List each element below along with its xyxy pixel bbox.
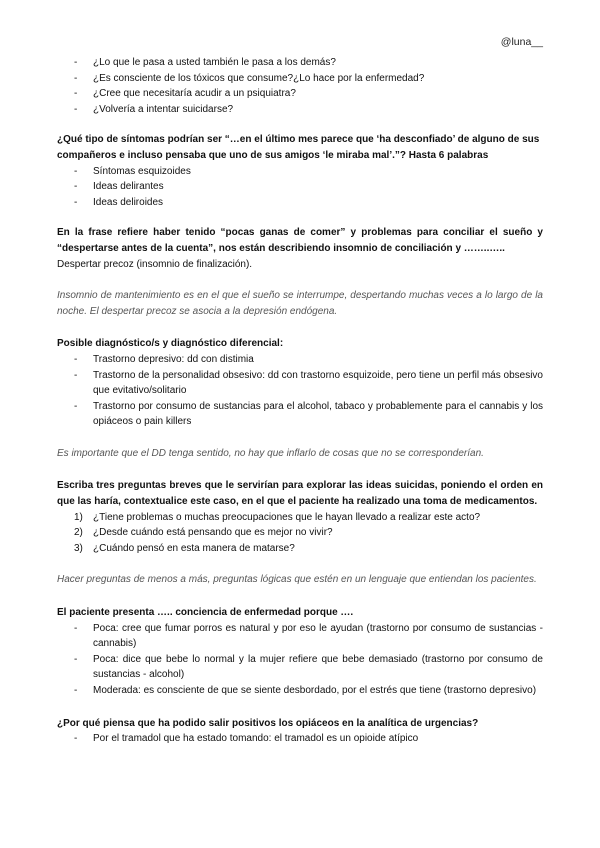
awareness-question: El paciente presenta ….. conciencia de enfermedad porque …. (57, 607, 354, 619)
list-item: - Síntomas esquizoides (57, 164, 543, 180)
item-number: 1) (74, 511, 83, 523)
diagnosis-question: Posible diagnóstico/s y diagnóstico diferencial: (57, 338, 284, 350)
opiates-list (57, 731, 543, 747)
list-item: - Poca: dice que bebe lo normal y la mujer refiere que bebe demasiado (trastorno por consumo de sustancias - alcohol) (57, 652, 543, 683)
diagnosis-note: Es importante que el DD tenga sentido, no hay que inflarlo de cosas que no se corresponderían. (57, 447, 484, 459)
item-number: 2) (74, 527, 83, 539)
suicide-questions-list (57, 510, 543, 557)
opiates-question: ¿Por qué piensa que ha podido salir positivos los opiáceos en la analítica de urgencias? (57, 717, 479, 729)
list-item: - Trastorno depresivo: dd con distimia (57, 352, 543, 368)
list-item: - ¿Lo que le pasa a usted también le pasa a los demás? (57, 55, 543, 71)
list-item: - Moderada: es consciente de que se siente desbordado, por el estrés que tiene (trastorno depresivo) (57, 683, 543, 699)
list-item: - ¿Es consciente de los tóxicos que consume?¿Lo hace por la enfermedad? (57, 71, 543, 87)
list-item: - ¿Cree que necesitaría acudir a un psiquiatra? (57, 86, 543, 102)
author-handle: @luna__ (500, 36, 543, 48)
intro-question-list (57, 55, 543, 117)
list-item (57, 541, 543, 557)
item-text: ¿Cuándo pensó en esta manera de matarse? (93, 542, 295, 554)
list-item: - Poca: cree que fumar porros es natural y por eso le ayudan (trastorno por consumo de sustancias - cannabis) (57, 621, 543, 652)
document-body (57, 55, 543, 747)
insomnia-note: Insomnio de mantenimiento es en el que el sueño se interrumpe, despertando muchas veces a lo largo de la noche. El despertar precoz se asocia a la depresión endógena. (57, 290, 543, 317)
insomnia-answer: Despertar precoz (insomnio de finalización). (57, 258, 253, 270)
list-item: - Trastorno por consumo de sustancias para el alcohol, tabaco y probablemente para el cannabis y los opiáceos o pain killers (57, 399, 543, 430)
list-item: - Trastorno de la personalidad obsesivo: dd con trastorno esquizoide, pero tiene un perfil más obsesivo que evitativo/solitario (57, 368, 543, 399)
item-text: ¿Desde cuándo está pensando que es mejor no vivir? (93, 527, 333, 539)
questions-note: Hacer preguntas de menos a más, preguntas lógicas que estén en un lenguaje que entiendan los pacientes. (57, 574, 537, 586)
suicide-questions-prompt: Escriba tres preguntas breves que le servirían para explorar las ideas suicidas, poniendo el orden en que las haría, contextualice este caso, en el que el paciente ha realizado una toma de medicamentos. (57, 480, 543, 508)
item-number: 3) (74, 542, 83, 554)
symptoms-question: ¿Qué tipo de síntomas podrían ser “…en el último mes parece que ‘ha desconfiado’ de alguno de sus compañeros e incluso pensaba que uno de sus amigos ‘le miraba mal’.”? Hasta 6 palabras (57, 134, 540, 161)
symptoms-list (57, 164, 543, 211)
list-item (57, 510, 543, 526)
insomnia-question: En la frase refiere haber tenido “pocas ganas de comer” y problemas para conciliar el sueño y “despertarse antes de la cuenta”, nos están describiendo insomnio de conciliación y ……..….. (57, 227, 543, 254)
list-item: - ¿Volvería a intentar suicidarse? (57, 102, 543, 118)
awareness-list (57, 621, 543, 699)
list-item: - Ideas deliroides (57, 195, 543, 211)
list-item: - Ideas delirantes (57, 179, 543, 195)
diagnosis-list (57, 352, 543, 430)
list-item: - Por el tramadol que ha estado tomando: el tramadol es un opioide atípico (57, 731, 543, 747)
item-text: ¿Tiene problemas o muchas preocupaciones que le hayan llevado a realizar este acto? (93, 511, 481, 523)
list-item (57, 525, 543, 541)
